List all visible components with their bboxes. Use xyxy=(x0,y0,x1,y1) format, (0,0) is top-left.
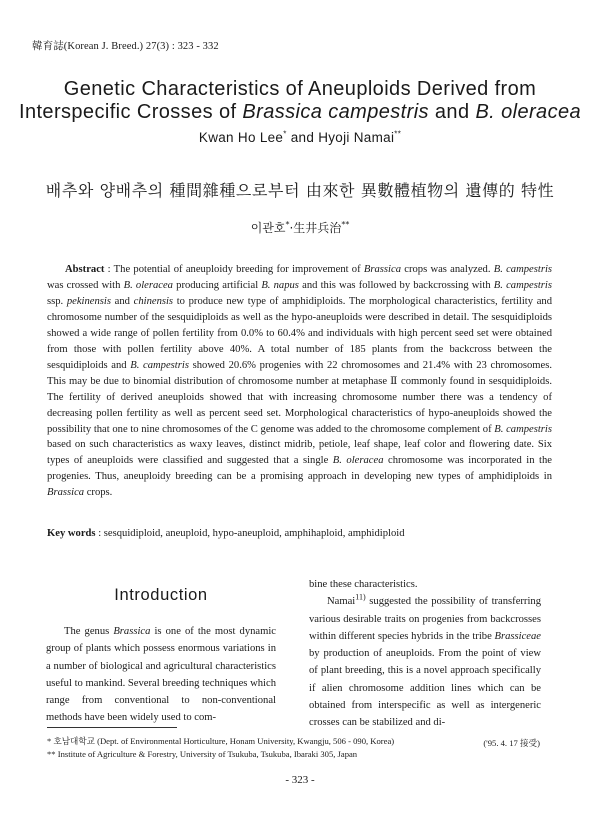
footnote-2: ** Institute of Agriculture & Forestry, University of Tsukuba, Tsukuba, Ibaraki 305, Japan xyxy=(47,749,358,759)
keywords-label: Key words xyxy=(47,528,96,539)
korean-author-list: 이관호*·生井兵治** xyxy=(250,220,350,235)
footnote-1: * 호남대학교 (Dept. of Environmental Horticulture, Honam University, Kwangju, 506 - 090, Korea) xyxy=(47,736,395,746)
paper-title xyxy=(0,78,600,124)
page-number: - 323 - xyxy=(285,774,315,786)
abstract: Abstract : The potential of aneuploidy breeding for improvement of Brassica crops was analyzed. B. campestris was crossed with B. oleracea producing artificial B. napus and this was followed by backcrossing with B. campestris ssp. pekinensis and chinensis to produce new type of amphidiploids. The morphological characteristics, fertility and chromosome number of the sesquidiploids as well as the hypo-aneuploids were described in detail. The sesquidiploids showed a wide range of pollen fertility from 0.0% to 60.4% and individuals with high percent seed set were obtained from those with pollen fertility above 40%. A total number of 185 plants from the backcross between the sesquidiploids and B. campestris showed 20.6% progenies with 22 chromosomes and 21.4% with 23 chromosomes. This may be due to binomial distribution of chromosome number at metaphase Ⅱ commonly found in sesquidiploids. The fertility of derived aneuploids showed that with increasing chromosome number there was a tendency of decreasing pollen fertility as well as percent seed set. Morphological characteristics of hypo-aneuploids showed the possibility that one to nine chromosomes of the C genome was added to the chromosome complement of B. campestris based on such characteristics as waxy leaves, distinct midrib, petiole, leaf shape, leaf color and flowering date. Six types of aneuploids were classified and suggested that a single B. oleracea chromosome was incorporated in the progenies. Thus, aneuploidy breeding can be a promising approach in developing new types of amphidiploids in Brassica crops. xyxy=(47,264,553,499)
section-heading-introduction: Introduction xyxy=(114,586,208,604)
intro-paragraph-1: The genus Brassica is one of the most dynamic group of plants which possess enormous variations in a number of biological and agricultural characteristics useful to mankind. Several breeding techniques which range from conventional to non-conventional methods have been widely used to com- xyxy=(46,626,277,724)
title-line-2: Interspecific Crosses of Brassica campestris and B. oleracea xyxy=(18,101,582,123)
footnote-divider xyxy=(47,727,177,728)
korean-title: 배추와 양배추의 種間雜種으로부터 由來한 異數體植物의 遺傳的 特性 xyxy=(45,181,555,200)
left-column xyxy=(46,572,276,727)
title-line-1: Genetic Characteristics of Aneuploids Derived from xyxy=(63,78,537,100)
abstract-label: Abstract xyxy=(65,264,105,275)
author-1: Kwan Ho Lee xyxy=(198,130,284,145)
author-2: Hyoji Namai xyxy=(318,130,395,145)
received-date: ('95. 4. 17 接受) xyxy=(483,738,540,748)
journal-header: 韓育誌(Korean J. Breed.) 27(3) : 323 - 332 xyxy=(32,41,219,52)
right-column xyxy=(309,572,541,732)
intro-paragraph-2: Namai$^{11)}$ suggested the possibility of transferring various desirable traits on progenies from backcrosses within different species hybrids in the tribe Brassiceae by production of aneuploids. From the point of view of plant breeding, this is a novel approach specifically if alien chromosome addition lines which can be obtained from interspecific as well as intergeneric crosses can be stabilized and di- xyxy=(309,592,541,729)
author-list: Kwan Ho Lee* and Hyoji Namai** xyxy=(198,129,402,145)
intro-paragraph-1-cont: bine these characteristics. xyxy=(309,579,418,590)
keywords: Key words : sesquidiploid, aneuploid, hypo-aneuploid, amphihaploid, amphidiploid xyxy=(47,528,405,539)
citation-ref: 11) xyxy=(355,592,366,602)
